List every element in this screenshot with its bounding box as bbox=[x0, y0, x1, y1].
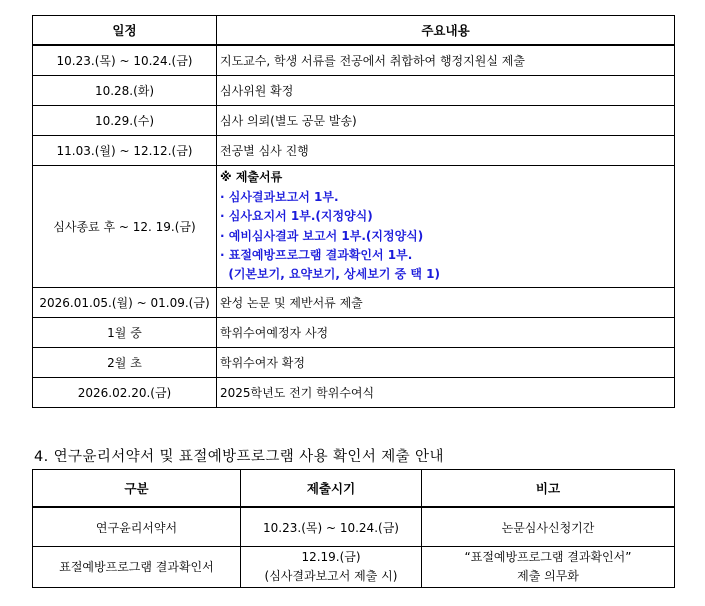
table-row bbox=[33, 318, 675, 348]
submission-note-line: “표절예방프로그램 결과확인서” bbox=[464, 550, 632, 564]
required-documents-cell bbox=[217, 166, 675, 288]
schedule-header-row bbox=[33, 16, 675, 46]
submission-note bbox=[422, 547, 675, 588]
schedule-date: 1월 중 bbox=[33, 318, 217, 348]
table-row bbox=[33, 547, 675, 588]
table-row bbox=[33, 507, 675, 547]
schedule-date: 2026.02.20.(금) bbox=[33, 378, 217, 408]
schedule-date: 2월 초 bbox=[33, 348, 217, 378]
schedule-date: 11.03.(월) ~ 12.12.(금) bbox=[33, 136, 217, 166]
submission-header-timing: 제출시기 bbox=[241, 470, 422, 508]
required-document-item: · 심사요지서 1부.(지정양식) bbox=[220, 209, 373, 224]
table-row bbox=[33, 106, 675, 136]
submission-table bbox=[32, 469, 675, 588]
schedule-content: 심사위원 확정 bbox=[217, 76, 675, 106]
table-row bbox=[33, 378, 675, 408]
table-row bbox=[33, 348, 675, 378]
required-document-item: · 예비심사결과 보고서 1부.(지정양식) bbox=[220, 228, 424, 243]
schedule-date: 2026.01.05.(월) ~ 01.09.(금) bbox=[33, 288, 217, 318]
required-documents-title: ※ 제출서류 bbox=[220, 170, 283, 185]
submission-timing-line: 10.23.(목) ~ 10.24.(금) bbox=[263, 520, 399, 535]
table-row bbox=[33, 166, 675, 288]
submission-note bbox=[422, 507, 675, 547]
schedule-header-date: 일정 bbox=[33, 16, 217, 46]
schedule-date: 심사종료 후 ~ 12. 19.(금) bbox=[33, 166, 217, 288]
schedule-date: 10.29.(수) bbox=[33, 106, 217, 136]
section-4-heading: 4. 연구윤리서약서 및 표절예방프로그램 사용 확인서 제출 안내 bbox=[34, 449, 444, 465]
submission-header-note: 비고 bbox=[422, 470, 675, 508]
submission-note-line: 논문심사신청기간 bbox=[501, 520, 595, 535]
schedule-content: 완성 논문 및 제반서류 제출 bbox=[217, 288, 675, 318]
required-document-item: · 표절예방프로그램 결과확인서 1부. bbox=[220, 247, 413, 262]
schedule-content: 2025학년도 전기 학위수여식 bbox=[217, 378, 675, 408]
table-row bbox=[33, 288, 675, 318]
submission-note-line: 제출 의무화 bbox=[517, 569, 579, 583]
submission-category: 표절예방프로그램 결과확인서 bbox=[33, 547, 241, 588]
schedule-table bbox=[32, 15, 675, 408]
schedule-date: 10.28.(화) bbox=[33, 76, 217, 106]
schedule-content: 학위수여예정자 사정 bbox=[217, 318, 675, 348]
submission-timing-line: (심사결과보고서 제출 시) bbox=[264, 569, 398, 583]
submission-timing-line: 12.19.(금) bbox=[301, 550, 361, 564]
submission-timing bbox=[241, 507, 422, 547]
submission-header-category: 구분 bbox=[33, 470, 241, 508]
table-row bbox=[33, 45, 675, 76]
submission-timing bbox=[241, 547, 422, 588]
submission-header-row bbox=[33, 470, 675, 508]
schedule-content: 지도교수, 학생 서류를 전공에서 취합하여 행정지원실 제출 bbox=[217, 45, 675, 76]
schedule-content: 학위수여자 확정 bbox=[217, 348, 675, 378]
submission-category: 연구윤리서약서 bbox=[33, 507, 241, 547]
schedule-content: 전공별 심사 진행 bbox=[217, 136, 675, 166]
table-row bbox=[33, 76, 675, 106]
required-document-item: · 심사결과보고서 1부. bbox=[220, 189, 339, 204]
schedule-content: 심사 의뢰(별도 공문 발송) bbox=[217, 106, 675, 136]
required-document-item: (기본보기, 요약보기, 상세보기 중 택 1) bbox=[220, 267, 440, 282]
schedule-date: 10.23.(목) ~ 10.24.(금) bbox=[33, 45, 217, 76]
schedule-header-content: 주요내용 bbox=[217, 16, 675, 46]
table-row bbox=[33, 136, 675, 166]
